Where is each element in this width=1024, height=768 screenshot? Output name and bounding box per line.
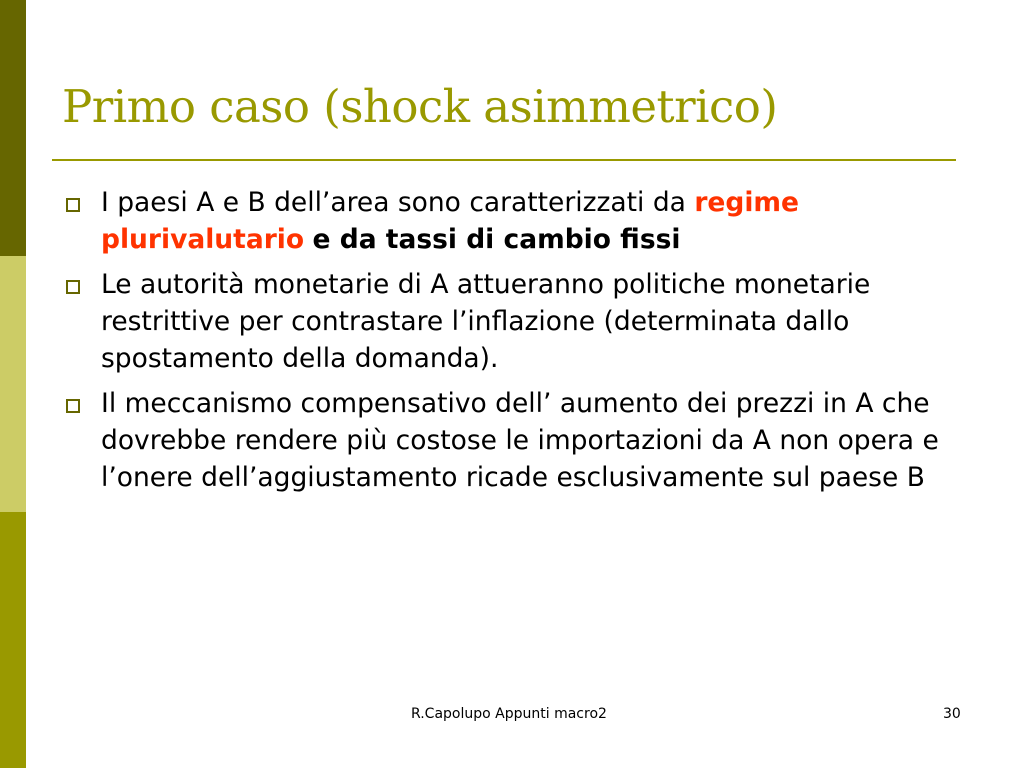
bullet-item-3	[66, 385, 966, 496]
hollow-square-icon	[66, 399, 80, 413]
bullet-1-emphasis-bold: e da tassi di cambio fissi	[312, 224, 681, 255]
bullet-3-text: Il meccanismo compensativo dell’ aumento dei prezzi in A che dovrebbe rendere più costose le importazioni da A non opera e l’onere dell’aggiustamento ricade esclusivamente sul paese B	[101, 388, 939, 493]
hollow-square-icon	[66, 198, 80, 212]
bullet-1-spacer	[304, 224, 312, 255]
bullet-list	[66, 184, 966, 504]
sidebar-band-light	[0, 256, 26, 512]
hollow-square-icon	[66, 280, 80, 294]
bullet-1-emphasis-red: regime plurivalutario	[101, 187, 800, 255]
title-divider	[52, 159, 956, 161]
bullet-item-2	[66, 266, 966, 377]
page-number: 30	[943, 706, 961, 722]
bullet-1-text-start: I paesi A e B dell’area sono caratterizzati da	[101, 187, 695, 218]
sidebar-band-dark	[0, 0, 26, 256]
bullet-item-1	[66, 184, 966, 258]
bullet-2-text: Le autorità monetarie di A attueranno politiche monetarie restrittive per contrastare l’inflazione (determinata dallo spostamento della domanda).	[101, 269, 871, 374]
slide-footer: R.Capolupo Appunti macro2	[411, 706, 607, 722]
sidebar-band-olive	[0, 512, 26, 768]
slide-title: Primo caso (shock asimmetrico)	[62, 80, 778, 133]
decorative-sidebar	[0, 0, 26, 768]
